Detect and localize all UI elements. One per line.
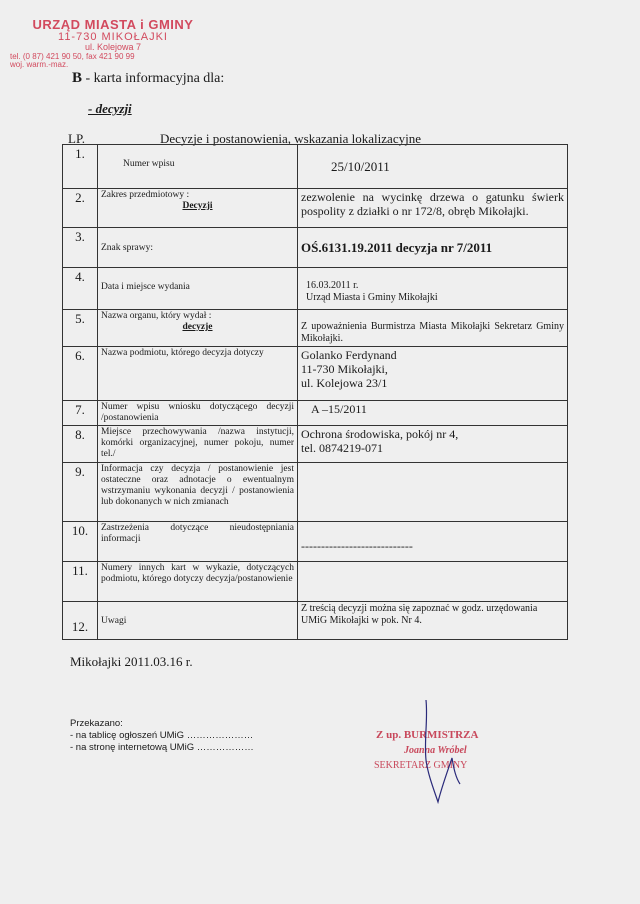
row-value: Z treścią decyzji można się zapoznać w godz. urzędowania UMiG Mikołajki w pok. Nr 4. (298, 602, 568, 640)
row-value: 16.03.2011 r. Urząd Miasta i Gminy Mikołajki (298, 268, 568, 310)
row-value: 25/10/2011 (298, 145, 568, 189)
row-label: Data i miejsce wydania (98, 268, 298, 310)
signature-stamp (368, 700, 538, 815)
document-subheading: - decyzji (88, 101, 132, 116)
signature-stamp-line-1: Z up. BURMISTRZA (376, 729, 479, 741)
row-number: 7. (63, 401, 98, 426)
row-number: 10. (63, 522, 98, 562)
row-label: Numery innych kart w wykazie, dotyczących podmiotu, którego dotyczy decyzja/postanowienie (98, 562, 298, 602)
column-lp-label: LP. (68, 131, 85, 146)
row-value: Golanko Ferdynand 11-730 Mikołajki, ul. Kolejowa 23/1 (298, 347, 568, 401)
distribution-title: Przekazano: (70, 718, 123, 729)
stamp-line-1: URZĄD MIASTA i GMINY (32, 17, 194, 32)
stamp-line-4: tel. (0 87) 421 90 50, fax 421 90 99 (10, 51, 135, 61)
row-value: zezwolenie na wycinkę drzewa o gatunku świerk pospolity z działki o nr 172/8, obręb Mikołajki. (298, 189, 568, 228)
signature-stamp-line-2: Joanna Wróbel (404, 745, 467, 756)
row-label: Zastrzeżenia dotyczące nieudostępniania informacji (98, 522, 298, 562)
row-number: 1. (63, 145, 98, 189)
table-row (63, 145, 568, 189)
row-number: 4. (63, 268, 98, 310)
row-label-emphasis: decyzje (182, 322, 213, 332)
distribution-item: - na stronę internetową UMiG ……………… (70, 742, 254, 753)
row-label: Uwagi (98, 602, 298, 640)
row-label: Numer wpisu wniosku dotyczącego decyzji /postanowienia (98, 401, 298, 426)
stamp-line-2: 11-730 MIKOŁAJKI (58, 30, 168, 43)
table-row (63, 401, 568, 426)
info-table (62, 144, 568, 640)
row-label: Numer wpisu (98, 145, 298, 189)
row-number: 8. (63, 426, 98, 463)
signature-graphic (368, 700, 538, 810)
row-value: A –15/2011 (298, 401, 568, 426)
row-label: Zakres przedmiotowy : Decyzji (98, 189, 298, 228)
table-row (63, 347, 568, 401)
stamp-line-5: woj. warm.-maz. (10, 60, 69, 70)
table-title: Decyzje i postanowienia, wskazania lokalizacyjne (160, 131, 421, 146)
row-label: Znak sprawy: (98, 228, 298, 268)
table-row (63, 228, 568, 268)
table-row (63, 426, 568, 463)
row-value (298, 463, 568, 522)
distribution-item: - na tablicę ogłoszeń UMiG ………………… (70, 730, 254, 741)
document-date: Mikołajki 2011.03.16 r. (70, 654, 193, 669)
distribution-notes (70, 718, 254, 754)
table-row (63, 522, 568, 562)
row-label-emphasis: Decyzji (182, 201, 213, 211)
row-value: ---------------------------- (298, 522, 568, 562)
table-row (63, 562, 568, 602)
document-heading (72, 70, 224, 87)
table-row (63, 602, 568, 640)
table-row (63, 268, 568, 310)
row-number: 6. (63, 347, 98, 401)
table-row (63, 310, 568, 347)
row-value: Z upoważnienia Burmistrza Miasta Mikołajki Sekretarz Gminy Mikołajki. (298, 310, 568, 347)
row-label: Nazwa organu, który wydał : decyzje (98, 310, 298, 347)
table-row (63, 189, 568, 228)
row-number: 3. (63, 228, 98, 268)
table-row (63, 463, 568, 522)
row-label: Nazwa podmiotu, którego decyzja dotyczy (98, 347, 298, 401)
office-stamp (8, 18, 218, 69)
row-number: 12. (63, 602, 98, 640)
heading-letter: B (72, 70, 83, 86)
heading-text: - karta informacyjna dla: (82, 71, 225, 86)
signature-stamp-line-3: SEKRETARZ GMINY (374, 760, 468, 771)
stamp-line-3: ul. Kolejowa 7 (84, 42, 142, 53)
row-number: 9. (63, 463, 98, 522)
row-value: Ochrona środowiska, pokój nr 4, tel. 0874219-071 (298, 426, 568, 463)
row-number: 11. (63, 562, 98, 602)
row-label: Informacja czy decyzja / postanowienie jest ostateczne oraz adnotacje o ewentualnym wstrzymaniu wykonania decyzji / postanowienia lub dokonanych w nich zmianach (98, 463, 298, 522)
row-value (298, 562, 568, 602)
row-number: 2. (63, 189, 98, 228)
row-label: Miejsce przechowywania /nazwa instytucji, komórki organizacyjnej, numer pokoju, numer tel./ (98, 426, 298, 463)
row-value: OŚ.6131.19.2011 decyzja nr 7/2011 (298, 228, 568, 268)
row-number: 5. (63, 310, 98, 347)
